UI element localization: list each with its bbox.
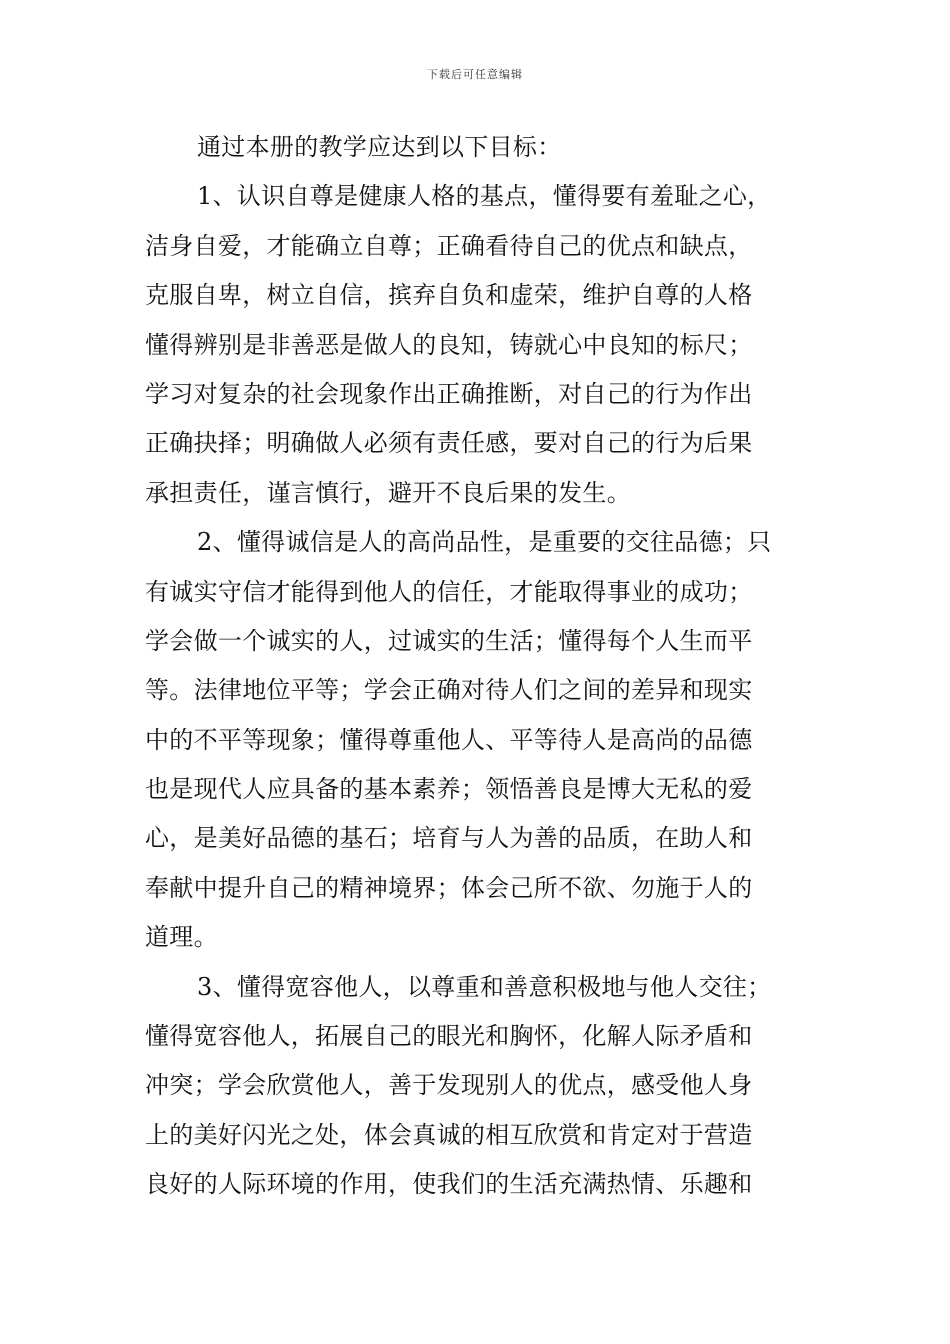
text-line: 承担责任，谨言慎行，避开不良后果的发生。 [145,478,631,507]
text-line: 心，是美好品德的基石；培育与人为善的品质，在助人和 [145,824,753,853]
text-line: 学习对复杂的社会现象作出正确推断，对自己的行为作出 [145,379,753,408]
text-line: 学会做一个诚实的人，过诚实的生活；懂得每个人生而平 [145,626,753,655]
text-line: 懂得宽容他人，拓展自己的眼光和胸怀，化解人际矛盾和 [145,1022,753,1051]
text-line: 也是现代人应具备的基本素养；领悟善良是博大无私的爱 [145,775,753,804]
text-line: 洁身自爱，才能确立自尊；正确看待自己的优点和缺点， [145,231,753,260]
text-line: 等。法律地位平等；学会正确对待人们之间的差异和现实 [145,676,753,705]
text-line: 克服自卑，树立自信，摈弃自负和虚荣，维护自尊的人格 [145,281,753,310]
goal-3-first-line: 3、懂得宽容他人，以尊重和善意积极地与他人交往； [197,972,772,1001]
document-body [145,123,807,1210]
text-line: 良好的人际环境的作用，使我们的生活充满热情、乐趣和 [145,1170,753,1199]
text-line: 冲突；学会欣赏他人，善于发现别人的优点，感受他人身 [145,1071,753,1100]
page-header-note: 下载后可任意编辑 [427,68,523,81]
text-line: 中的不平等现象；懂得尊重他人、平等待人是高尚的品德 [145,725,753,754]
text-line: 懂得辨别是非善恶是做人的良知，铸就心中良知的标尺； [145,330,753,359]
text-line: 有诚实守信才能得到他人的信任，才能取得事业的成功； [145,577,753,606]
text-line: 正确抉择；明确做人必须有责任感，要对自己的行为后果 [145,429,753,458]
text-line: 奉献中提升自己的精神境界；体会己所不欲、勿施于人的 [145,873,753,902]
text-line: 道理。 [145,923,218,952]
text-line: 上的美好闪光之处，体会真诚的相互欣赏和肯定对于营造 [145,1120,753,1149]
goal-1-first-line: 1、认识自尊是健康人格的基点，懂得要有羞耻之心， [197,182,772,211]
goal-2-first-line: 2、懂得诚信是人的高尚品性，是重要的交往品德；只 [197,528,772,557]
intro-line: 通过本册的教学应达到以下目标： [197,133,562,161]
